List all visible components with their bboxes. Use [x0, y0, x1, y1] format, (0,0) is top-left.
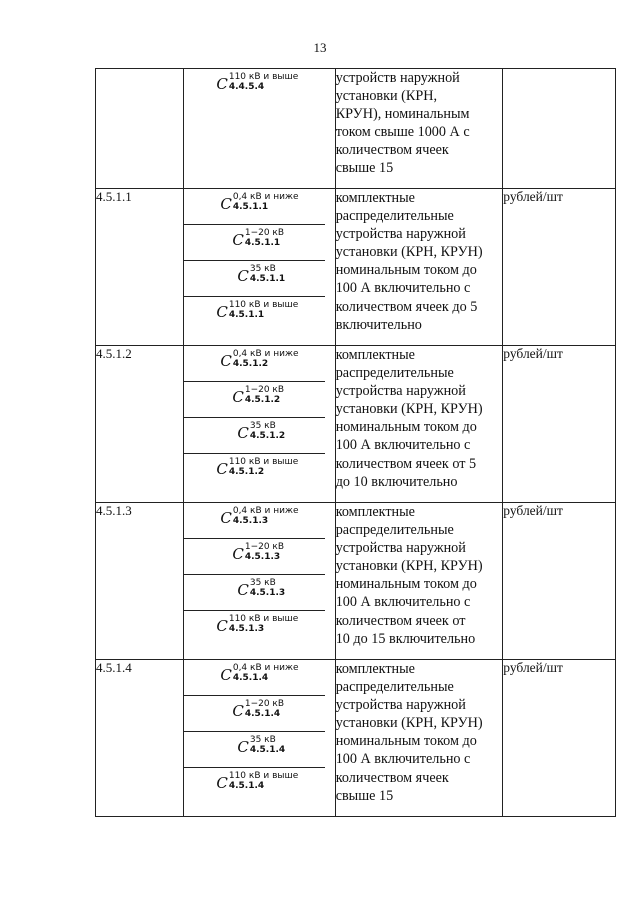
row-description — [335, 660, 503, 817]
formula-superscript: 1−20 кВ — [244, 542, 285, 552]
tariff-table — [95, 68, 616, 817]
coefficient-formula — [184, 346, 324, 382]
formula-symbol: C — [216, 774, 228, 792]
formula-subscript: 4.5.1.2 — [228, 467, 265, 477]
formula-subscript: 4.5.1.3 — [244, 552, 281, 562]
table-row — [96, 189, 616, 346]
description-text: комплектные распределительные устройства наружной установки (КРН, КРУН) номинальным током до 100 А включительно с количеством ячеек свыше 15 — [335, 661, 483, 804]
formula-subscript: 4.4.5.4 — [228, 82, 265, 92]
formula-superscript: 35 кВ — [249, 421, 276, 431]
coefficient-formula — [184, 503, 324, 539]
formula-subscript: 4.5.1.2 — [232, 359, 269, 369]
formula-superscript: 110 кВ и выше — [228, 614, 299, 624]
coefficient-formula — [184, 382, 324, 418]
row-description — [335, 503, 503, 660]
coefficient-formula — [184, 225, 324, 261]
table-row — [96, 503, 616, 660]
row-code: 4.5.1.4 — [96, 660, 184, 817]
coefficient-formula — [184, 69, 324, 105]
coefficient-cell — [184, 660, 335, 817]
table-row-continuation — [96, 69, 616, 189]
formula-symbol: C — [220, 195, 232, 213]
coefficient-cell — [184, 69, 335, 189]
row-description — [335, 346, 503, 503]
row-code: 4.5.1.1 — [96, 189, 184, 346]
formula-superscript: 35 кВ — [249, 735, 276, 745]
page-number: 13 — [313, 40, 327, 55]
formula-subscript: 4.5.1.3 — [232, 516, 269, 526]
row-description — [335, 189, 503, 346]
row-unit: рублей/шт — [503, 346, 616, 503]
formula-symbol: C — [237, 581, 249, 599]
coefficient-formula — [184, 660, 324, 696]
coefficient-formula — [184, 297, 324, 333]
coefficient-formula — [184, 732, 324, 768]
formula-subscript: 4.5.1.3 — [228, 624, 265, 634]
formula-subscript: 4.5.1.4 — [244, 709, 281, 719]
formula-superscript: 1−20 кВ — [244, 385, 285, 395]
formula-superscript: 110 кВ и выше — [228, 457, 299, 467]
formula-superscript: 1−20 кВ — [244, 228, 285, 238]
coefficient-formula — [184, 418, 324, 454]
formula-superscript: 110 кВ и выше — [228, 300, 299, 310]
formula-subscript: 4.5.1.2 — [244, 395, 281, 405]
coefficient-formula — [184, 454, 324, 490]
formula-subscript: 4.5.1.2 — [249, 431, 286, 441]
formula-subscript: 4.5.1.4 — [249, 745, 286, 755]
formula-symbol: C — [237, 267, 249, 285]
formula-symbol: C — [216, 75, 228, 93]
coefficient-formula — [184, 575, 324, 611]
formula-subscript: 4.5.1.4 — [228, 781, 265, 791]
row-code: 4.5.1.3 — [96, 503, 184, 660]
description-text: комплектные распределительные устройства наружной установки (КРН, КРУН) номинальным током до 100 А включительно с количеством ячеек от 10 до 15 включительно — [335, 504, 483, 647]
formula-superscript: 35 кВ — [249, 578, 276, 588]
formula-subscript: 4.5.1.1 — [244, 238, 281, 248]
formula-symbol: C — [216, 460, 228, 478]
formula-symbol: C — [237, 424, 249, 442]
formula-symbol: C — [216, 617, 228, 635]
row-code — [96, 69, 184, 189]
coefficient-formula — [184, 189, 324, 225]
coefficient-cell — [184, 503, 335, 660]
formula-superscript: 0,4 кВ и ниже — [232, 349, 299, 359]
formula-symbol: C — [237, 738, 249, 756]
formula-symbol: C — [232, 231, 244, 249]
description-text: устройств наружной установки (КРН, КРУН), номинальным током свыше 1000 А с количеством ячеек свыше 15 — [335, 70, 470, 177]
table-row — [96, 346, 616, 503]
formula-subscript: 4.5.1.1 — [249, 274, 286, 284]
table-row — [96, 660, 616, 817]
formula-superscript: 0,4 кВ и ниже — [232, 506, 299, 516]
coefficient-formula — [184, 261, 324, 297]
formula-superscript: 0,4 кВ и ниже — [232, 192, 299, 202]
row-unit: рублей/шт — [503, 660, 616, 817]
coefficient-cell — [184, 346, 335, 503]
formula-superscript: 110 кВ и выше — [228, 771, 299, 781]
formula-symbol: C — [216, 303, 228, 321]
formula-symbol: C — [220, 509, 232, 527]
formula-symbol: C — [220, 352, 232, 370]
coefficient-formula — [184, 539, 324, 575]
formula-superscript: 0,4 кВ и ниже — [232, 663, 299, 673]
row-unit: рублей/шт — [503, 503, 616, 660]
formula-subscript: 4.5.1.1 — [232, 202, 269, 212]
formula-superscript: 110 кВ и выше — [228, 72, 299, 82]
description-text: комплектные распределительные устройства наружной установки (КРН, КРУН) номинальным током до 100 А включительно с количеством ячеек от 5 до 10 включительно — [335, 347, 483, 490]
row-description — [335, 69, 503, 189]
coefficient-cell — [184, 189, 335, 346]
formula-superscript: 35 кВ — [249, 264, 276, 274]
formula-symbol: C — [232, 702, 244, 720]
formula-subscript: 4.5.1.4 — [232, 673, 269, 683]
formula-symbol: C — [232, 388, 244, 406]
formula-subscript: 4.5.1.1 — [228, 310, 265, 320]
formula-symbol: C — [220, 666, 232, 684]
formula-subscript: 4.5.1.3 — [249, 588, 286, 598]
coefficient-formula — [184, 611, 324, 647]
description-text: комплектные распределительные устройства наружной установки (КРН, КРУН) номинальным током до 100 А включительно с количеством ячеек до 5 включительно — [335, 190, 483, 333]
row-unit: рублей/шт — [503, 189, 616, 346]
formula-superscript: 1−20 кВ — [244, 699, 285, 709]
row-unit — [503, 69, 616, 189]
row-code: 4.5.1.2 — [96, 346, 184, 503]
coefficient-formula — [184, 768, 324, 804]
formula-symbol: C — [232, 545, 244, 563]
coefficient-formula — [184, 696, 324, 732]
